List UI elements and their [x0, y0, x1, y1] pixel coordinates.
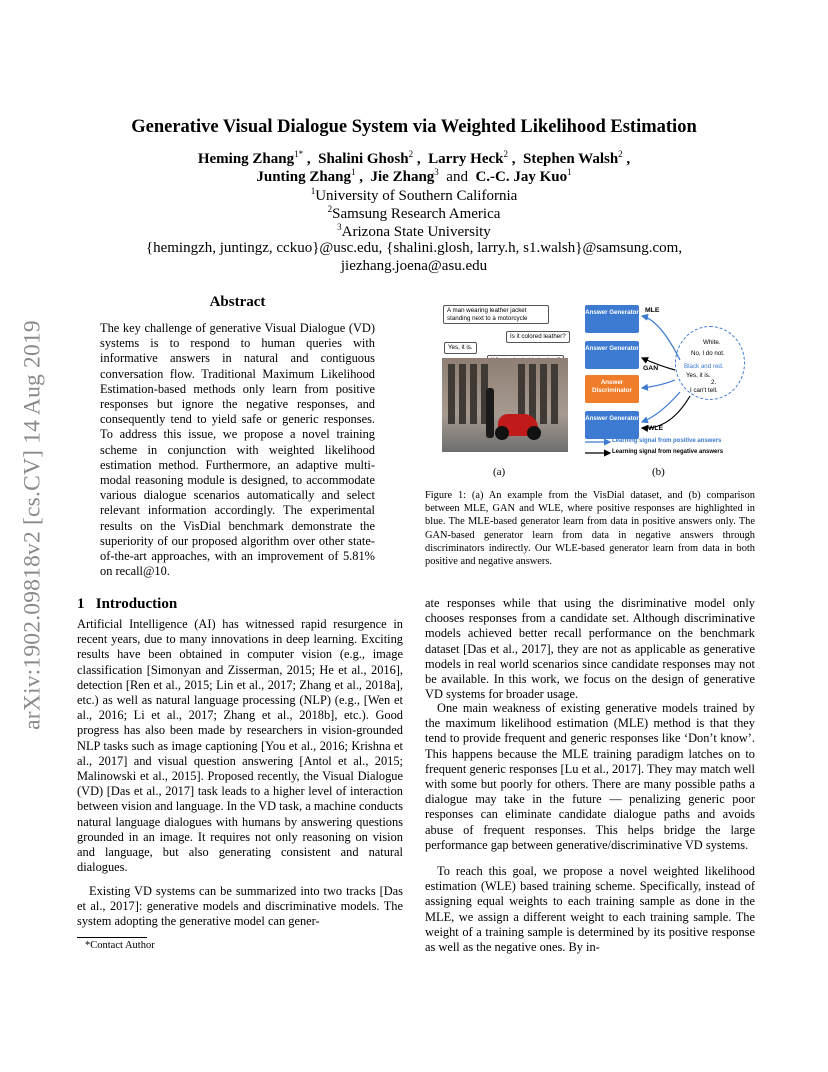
gan-label: GAN [643, 365, 659, 372]
author-name: Junting Zhang [256, 169, 352, 185]
footnote: *Contact Author [85, 940, 155, 951]
affiliation: $^1$University of Southern California [310, 186, 518, 204]
intro-paragraph: To reach this goal, we propose a novel weighted likelihood estimation (WLE) based training scheme. Specifically, instead of assigning equal weights to each training sample as done in the MLE, we assign a different weight to each training sample. The weight of a training sample is determined by its positive response as well as the negative ones. By in- [425, 864, 755, 955]
arxiv-stamp: arXiv:1902.09818v2 [cs.CV] 14 Aug 2019 [19, 320, 46, 730]
author-name: Heming Zhang [197, 151, 295, 167]
intro-paragraph: One main weakness of existing generative models trained by the maximum likelihood estimation (MLE) method is that they tend to provide frequent and generic responses like ‘Don’t know’. This happens because the MLE training paradigm latches on to frequent generic responses [Lu et al., 2017]. They may match well with some but poorly for others. There are many possible paths a dialogue may take in the future — penalizing generic poor responses can eliminate candidate dialogue paths and avoids abuse of frequent responses. This helps bridge the large performance gap between generative/discriminative VD systems. [425, 701, 755, 852]
answer-discriminator-box: Answer Discriminator [585, 375, 639, 403]
wle-label: WLE [648, 425, 664, 432]
email-line: {hemingzh, juntingz, cckuo}@usc.edu, {shalini.glosh, larry.h, s1.walsh}@samsung.com, [145, 240, 683, 256]
affiliation: $^2$Samsung Research America [327, 204, 501, 222]
section-heading: 1 Introduction [77, 596, 178, 612]
author-name: Stephen Walsh [522, 151, 619, 167]
author-line-1: Heming Zhang$^{1*}$ , Shalini Ghosh$^2$ , Larry Heck$^2$ , Stephen Walsh$^2$ , [197, 149, 631, 167]
subfig-label-a: (a) [493, 466, 506, 478]
affiliation: $^3$Arizona State University [337, 222, 491, 240]
footnote-rule [77, 937, 147, 938]
answer-generator-box: Answer Generator [585, 341, 639, 369]
motorcycle-photo [442, 358, 568, 452]
answer-bubble: Yes, it is. [444, 342, 477, 354]
mle-label: MLE [645, 307, 660, 314]
paper-title: Generative Visual Dialogue System via Weighted Likelihood Estimation [131, 117, 697, 137]
legend-positive: Learning signal from positive answers [612, 438, 722, 444]
abstract-heading: Abstract [209, 294, 266, 310]
legend-negative: Learning signal from negative answers [612, 449, 724, 455]
answer-generator-box: Answer Generator [585, 411, 639, 439]
author-line-2: Junting Zhang$^1$ , Jie Zhang$^3$ and C.-C. Jay Kuo$^1$ [256, 167, 572, 185]
author-name: Shalini Ghosh [318, 151, 409, 167]
intro-paragraph: ate responses while that using the disriminative model only chooses responses from a candidate set. Although discriminative models achieved better recall performance on the benchmark dataset [Das et al., 2017], they are not as applicable as generative models in real world scenarios since candidate responses may not be available. In this work, we focus on the design of generative VD systems for broader usage. [425, 596, 755, 702]
answer-generator-box: Answer Generator [585, 305, 639, 333]
intro-paragraph: Artificial Intelligence (AI) has witnessed rapid resurgence in recent years, due to many innovations in deep learning. Exciting results have been obtained in computer vision (e.g., image classification [Simonyan and Zisserman, 2015; He et al., 2016], detection [Ren et al., 2015; Lin et al., 2017; Zhang et al., 2018a], etc.) as well as natural language processing (NLP) (e.g., [Wen et al., 2016; Li et al., 2017; Zhang et al., 2018b], etc.). Good progress has also been made by researchers in vision-grounded NLP tasks such as image captioning [You et al., 2016; Krishna et al., 2017] and visual question answering [Antol et al., 2015; Malinowski et al., 2015]. Proposed recently, the Visual Dialogue (VD) [Das et al., 2017] task leads to a higher level of interaction between vision and language. In the VD task, a machine conducts natural language dialogues with humans by answering questions grounded in an image. It requires not only reasoning on vision and language, but also generating consistent and natural dialogues. [77, 617, 403, 875]
author-name: Larry Heck [428, 151, 504, 167]
subfig-label-b: (b) [652, 466, 665, 478]
author-name: C.-C. Jay Kuo [475, 169, 568, 185]
question-bubble: Is it colored leather? [506, 331, 570, 343]
email-line: jiezhang.joena@asu.edu [340, 258, 488, 274]
author-name: Jie Zhang [370, 169, 435, 185]
abstract-text: The key challenge of generative Visual Dialogue (VD) systems is to respond to human queries with informative answers in natural and contiguous conversation flow. Traditional Maximum Likelihood Estimation-based methods only learn from positive responses but ignore the negative responses, and consequently tend to yield safe or generic responses. To address this issue, we propose a novel training scheme in conjunction with weighted likelihood estimation method. Furthermore, an adaptive multi-modal reasoning module is designed, to accommodate various dialogue scenarios automatically and select relevant information accordingly. The experimental results on the VisDial benchmark demonstrate the superiority of our proposed algorithm over other state-of-the-art approaches, with an improvement of 5.81% on recall@10. [100, 321, 375, 579]
intro-paragraph: Existing VD systems can be summarized into two tracks [Das et al., 2017]: generative models and discriminative models. The system adopting the generative model can gener- [77, 884, 403, 929]
figure-caption: Figure 1: (a) An example from the VisDial dataset, and (b) comparison between MLE, GAN and WLE, where positive responses are highlighted in blue. The MLE-based generator learn from data in positive answers only. The GAN-based generator learn from data in negative answers through discriminators indirectly. Our WLE-based generator learn from data in both positive and negative answers. [425, 490, 755, 568]
caption-bubble: A man wearing leather jacket standing next to a motorcycle [443, 305, 549, 324]
